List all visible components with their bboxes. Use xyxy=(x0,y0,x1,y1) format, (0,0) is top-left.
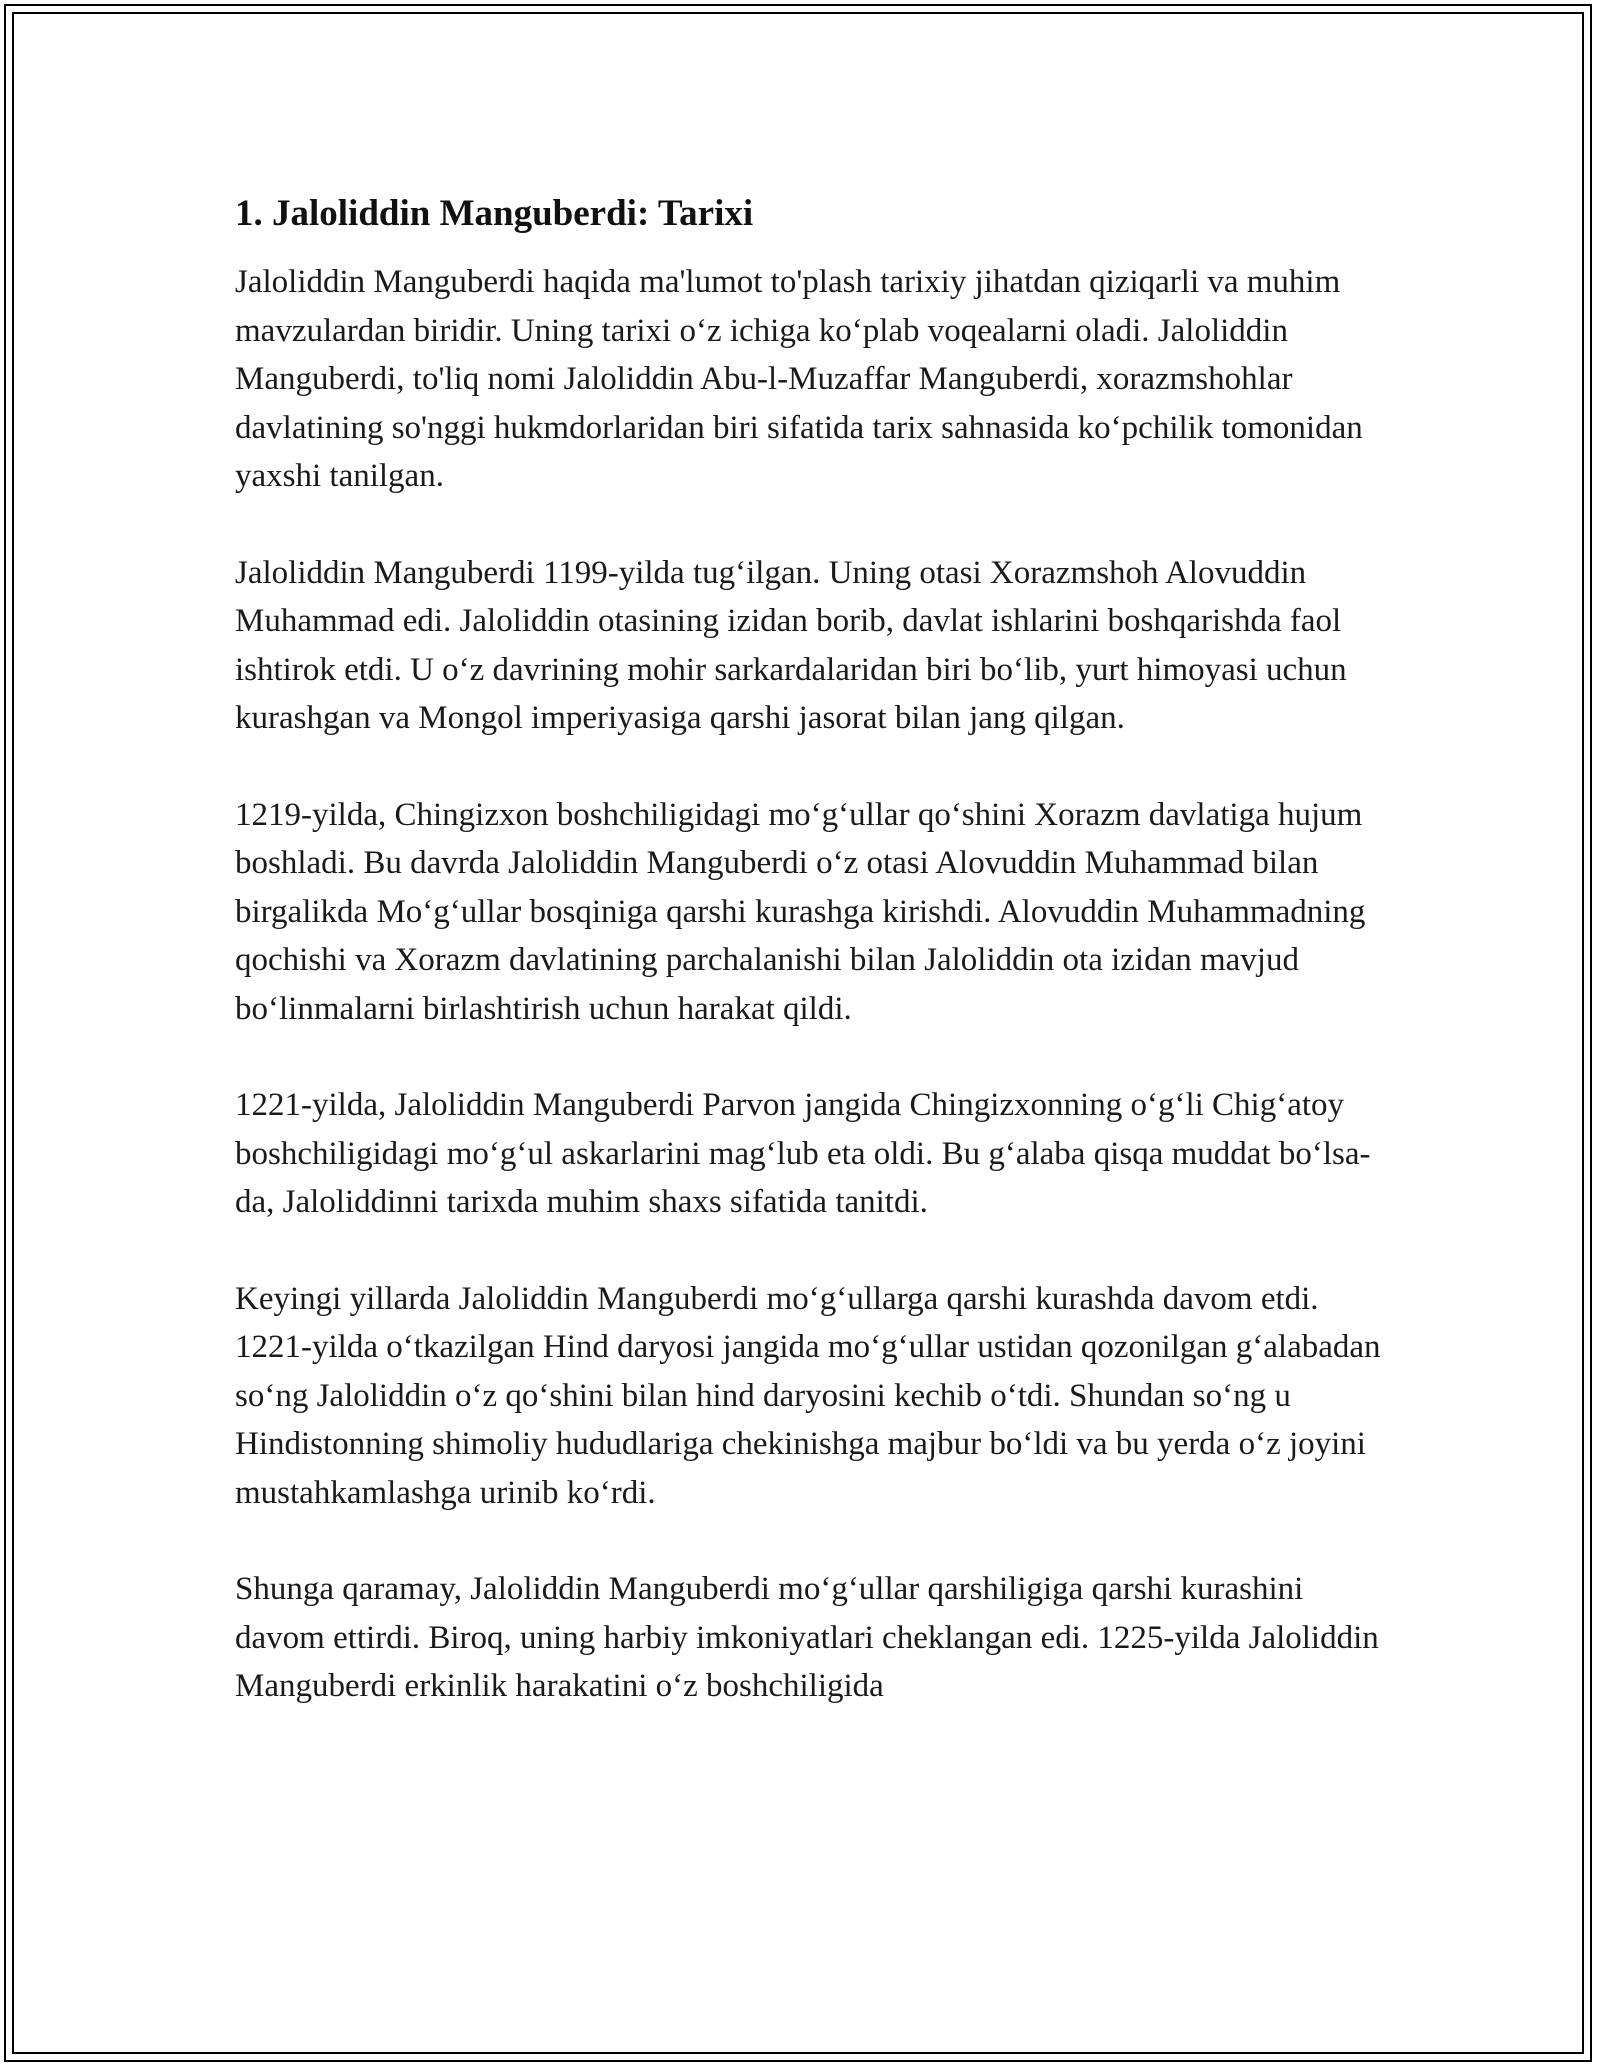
paragraph-4: 1221-yilda, Jaloliddin Manguberdi Parvon jangida Chingizxonning oʻgʻli Chigʻatoy boshchiligidagi moʻgʻul askarlarini magʻlub eta oldi. Bu gʻalaba qisqa muddat boʻlsa-da, Jaloliddinni tarixda muhim shaxs sifatida tanitdi. xyxy=(235,1087,1371,1220)
document-body xyxy=(235,186,1395,1759)
paragraph-5: Keyingi yillarda Jaloliddin Manguberdi moʻgʻullarga qarshi kurashda davom etdi. 1221-yilda oʻtkazilgan Hind daryosi jangida moʻgʻullar ustidan qozonilgan gʻalabadan soʻng Jaloliddin oʻz qoʻshini bilan hind daryosini kechib oʻtdi. Shundan soʻng u Hindistonning shimoliy hududlariga chekinishga majbur boʻldi va bu yerda oʻz joyini mustahkamlashga urinib koʻrdi. xyxy=(235,1280,1381,1511)
paragraph-2: Jaloliddin Manguberdi 1199-yilda tugʻilgan. Uning otasi Xorazmshoh Alovuddin Muhammad edi. Jaloliddin otasining izidan borib, davlat ishlarini boshqarishda faol ishtirok etdi. U oʻz davrining mohir sarkardalaridan biri boʻlib, yurt himoyasi uchun kurashgan va Mongol imperiyasiga qarshi jasorat bilan jang qilgan. xyxy=(235,554,1347,736)
paragraph-6: Shunga qaramay, Jaloliddin Manguberdi moʻgʻullar qarshiligiga qarshi kurashini davom ettirdi. Biroq, uning harbiy imkoniyatlari cheklangan edi. 1225-yilda Jaloliddin Manguberdi erkinlik harakatini oʻz boshchiligida xyxy=(235,1571,1379,1704)
paragraph-3: 1219-yilda, Chingizxon boshchiligidagi moʻgʻullar qoʻshini Xorazm davlatiga hujum boshladi. Bu davrda Jaloliddin Manguberdi oʻz otasi Alovuddin Muhammad bilan birgalikda Moʻgʻullar bosqiniga qarshi kurashga kirishdi. Alovuddin Muhammadning qochishi va Xorazm davlatining parchalanishi bilan Jaloliddin ota izidan mavjud boʻlinmalarni birlashtirish uchun harakat qildi. xyxy=(235,796,1366,1027)
paragraph-1: Jaloliddin Manguberdi haqida ma'lumot to'plash tarixiy jihatdan qiziqarli va muhim mavzulardan biridir. Uning tarixi oʻz ichiga koʻplab voqealarni oladi. Jaloliddin Manguberdi, to'liq nomi Jaloliddin Abu-l-Muzaffar Manguberdi, xorazmshohlar davlatining so'nggi hukmdorlaridan biri sifatida tarix sahnasida koʻpchilik tomonidan yaxshi tanilgan. xyxy=(235,264,1363,494)
section-heading: 1. Jaloliddin Manguberdi: Tarixi xyxy=(235,193,754,234)
